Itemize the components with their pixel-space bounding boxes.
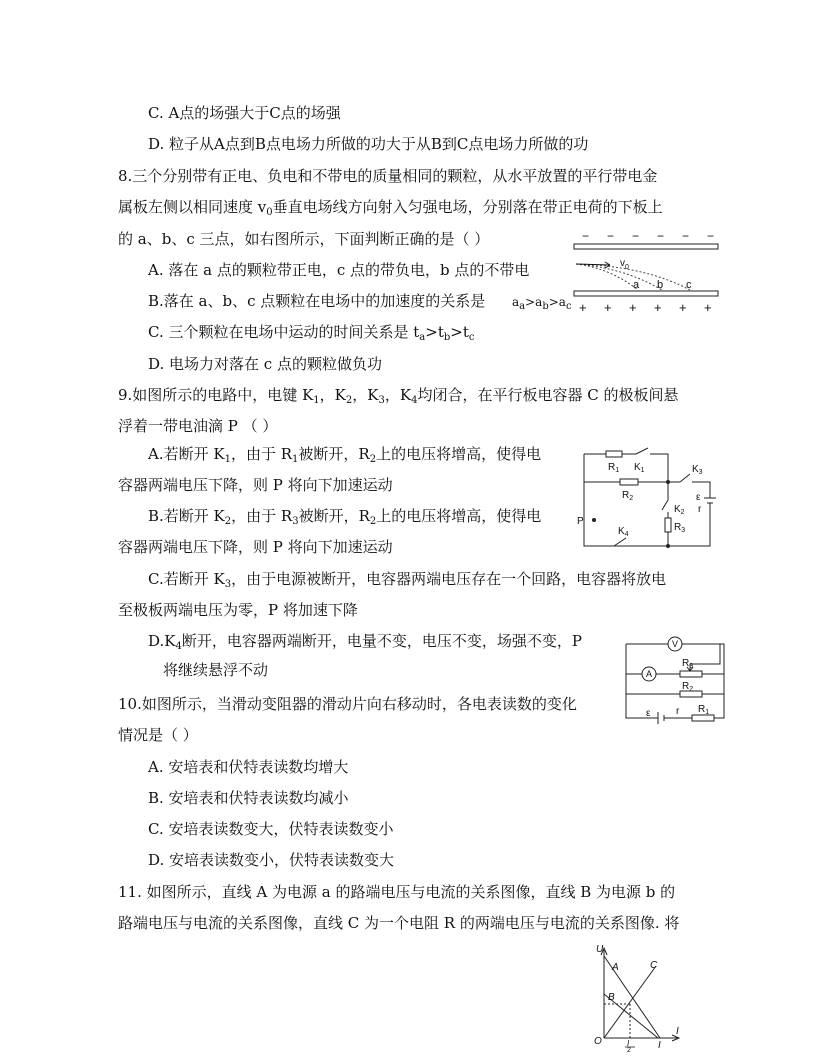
label-r2: $R_2$: [682, 681, 694, 693]
svg-text:+: +: [679, 300, 687, 315]
q10-option-c: C. 安培表读数变大，伏特表读数变小: [148, 820, 394, 838]
q8-stem-line2: 属板左侧以相同速度 $v_0$垂直电场线方向射入匀强电场，分别落在带正电荷的下板上: [118, 198, 663, 218]
svg-text:+: +: [654, 300, 662, 315]
point-b-label: b: [657, 279, 664, 291]
label-r2: $R_2$: [622, 490, 634, 502]
lower-plate-plus-signs: [579, 300, 712, 315]
q8-plates-figure: [570, 228, 722, 320]
q9-option-a-line2: 容器两端电压下降，则 P 将向下加速运动: [118, 476, 393, 494]
upper-plate-minus-signs: [582, 229, 714, 243]
v0-label: $v_0$: [620, 258, 629, 271]
switch-k4: [614, 538, 626, 546]
line-b-label: B: [608, 992, 615, 1003]
q9-stem-line1: 9.如图所示的电路中，电键 $K_1$，$K_2$，$K_3$，$K_4$均闭合，在平行板电容器 C 的极板间悬: [118, 386, 679, 406]
label-k3: $K_3$: [692, 464, 703, 476]
q9-circuit-figure: [574, 442, 720, 550]
svg-text:−: −: [657, 229, 665, 243]
q9-stem-line2: 浮着一带电油滴 P （ ）: [118, 417, 278, 435]
q9-option-d-line2: 将继续悬浮不动: [163, 661, 269, 679]
q9-option-d-line1: $D.K_4$断开，电容器两端断开，电量不变，电压不变，场强不变，P: [148, 632, 582, 652]
q11-stem-line1: 11. 如图所示，直线 A 为电源 a 的路端电压与电流的关系图像，直线 B 为电源 b 的: [118, 883, 676, 901]
half-tick-numerator: I: [627, 1039, 630, 1048]
label-k1: $K_1$: [634, 462, 645, 474]
q8-option-c: C. 三个颗粒在电场中运动的时间关系是 $t_a>t_b>t_c$: [148, 323, 475, 343]
q8-option-a: A. 落在 a 点的颗粒带正电，c 点的带负电，b 点的不带电: [148, 261, 530, 279]
label-r1: $R_1$: [608, 462, 620, 474]
q10-option-a: A. 安培表和伏特表读数均增大: [148, 758, 349, 776]
label-r: r: [698, 504, 702, 515]
lower-plate: [574, 291, 718, 296]
half-tick-denominator: 2: [627, 1047, 631, 1052]
label-emf: ε: [696, 492, 701, 503]
i0-tick-label: I: [658, 1040, 661, 1051]
switch-k1: [636, 448, 648, 454]
ammeter-label: A: [645, 669, 653, 679]
q10-circuit-figure: [620, 632, 730, 728]
svg-text:+: +: [579, 300, 587, 315]
origin-label: O: [594, 1036, 602, 1047]
q9-option-c-line1: C.若断开 $K_3$，由于电源被断开，电容器两端电压存在一个回路，电容器将放电: [148, 570, 667, 590]
q8-option-b-relation: $a_a>a_b>a_c$: [512, 295, 572, 312]
q9-option-b-line1: B.若断开 $K_2$，由于 $R_3$被断开，$R_2$上的电压将增高，使得电: [148, 507, 542, 527]
resistor-r1: [692, 715, 714, 721]
resistor-r3: [665, 518, 671, 532]
u-axis-label: U: [596, 944, 604, 955]
svg-text:−: −: [682, 229, 690, 243]
line-c-label: C: [650, 960, 658, 971]
q10-stem-line2: 情况是（ ）: [118, 726, 198, 744]
svg-text:+: +: [604, 300, 612, 315]
q9-option-a-line1: A.若断开 $K_1$，由于 $R_1$被断开，$R_2$上的电压将增高，使得电: [148, 445, 542, 465]
q8-option-d: D. 电场力对落在 c 点的颗粒做负功: [148, 355, 382, 373]
svg-text:+: +: [704, 300, 712, 315]
rheostat-r3: [680, 671, 702, 677]
label-r1: $R_1$: [698, 704, 710, 716]
label-r3: $R_3$: [682, 658, 694, 670]
q10-option-d: D. 安培表读数变小，伏特表读数变大: [148, 851, 395, 869]
switch-k2: [662, 500, 668, 510]
q10-option-b: B. 安培表和伏特表读数均减小: [148, 789, 349, 807]
q7-option-d: D. 粒子从A点到B点电场力所做的功大于从B到C点电场力所做的功: [148, 135, 589, 153]
q10-stem-line1: 10.如图所示，当滑动变阻器的滑动片向右移动时，各电表读数的变化: [118, 695, 577, 713]
label-k4: $K_4$: [618, 526, 629, 538]
drop-p-label: P: [577, 516, 584, 527]
q9-option-b-line2: 容器两端电压下降，则 P 将向下加速运动: [118, 538, 393, 556]
svg-text:−: −: [582, 229, 590, 243]
label-k2: $K_2$: [674, 504, 685, 516]
point-a-label: a: [633, 279, 640, 291]
q8-option-b: B.落在 a、b、c 点颗粒在电场中的加速度的关系是: [148, 292, 486, 310]
q8-stem-line1: 8.三个分别带有正电、负电和不带电的质量相同的颗粒，从水平放置的平行带电金: [118, 167, 658, 185]
q11-ui-graph: [588, 938, 688, 1052]
label-r3: $R_3$: [674, 522, 686, 534]
oil-drop: [592, 518, 596, 522]
svg-text:−: −: [607, 229, 615, 243]
junction-node: [666, 480, 670, 484]
i-axis-label: I: [676, 1026, 679, 1037]
q9-option-c-line2: 至极板两端电压为零，P 将加速下降: [118, 601, 358, 619]
q8-stem-line3: 的 a、b、c 三点，如右图所示，下面判断正确的是（ ）: [118, 230, 490, 248]
switch-k3: [680, 474, 690, 482]
resistor-r2: [620, 479, 638, 485]
resistor-r1: [606, 451, 622, 457]
svg-text:−: −: [707, 229, 715, 243]
line-a-label: A: [612, 962, 619, 973]
voltmeter-label: V: [671, 639, 679, 649]
q7-option-c: C. A点的场强大于C点的场强: [148, 104, 341, 122]
upper-plate: [574, 244, 718, 249]
point-c-label: c: [686, 279, 692, 291]
q11-stem-line2: 路端电压与电流的关系图像，直线 C 为一个电阻 R 的两端电压与电流的关系图像. 将: [118, 914, 680, 932]
svg-text:+: +: [629, 300, 637, 315]
label-emf: ε: [646, 708, 651, 719]
svg-text:−: −: [632, 229, 640, 243]
label-r: r: [676, 706, 680, 717]
